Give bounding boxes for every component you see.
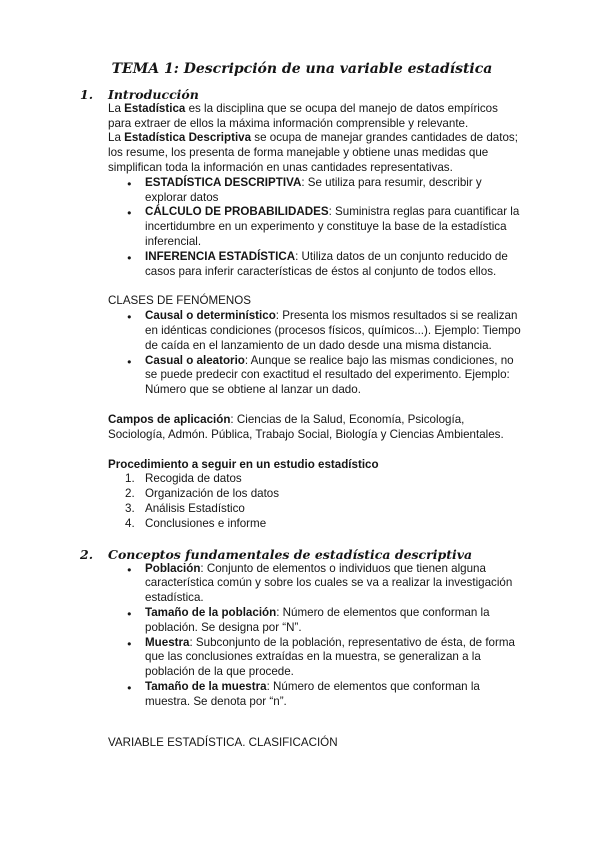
text-run: : Se utiliza para resumir, describir y explorar datos bbox=[145, 175, 482, 204]
bullet-item bbox=[125, 250, 524, 280]
bullet-item bbox=[125, 606, 524, 636]
text-run: Tamaño de la población bbox=[145, 605, 277, 619]
text-run: : Ciencias de la Salud, Economía, Psicología, Sociología, Admón. Pública, Trabajo Social, Biología y Ciencias Ambientales. bbox=[108, 412, 504, 441]
paragraph bbox=[108, 131, 524, 175]
bullet-item bbox=[125, 680, 524, 710]
text-run: se ocupa de manejar grandes cantidades de datos; los resume, los presenta de forma manejable y obtiene unas medidas que simplifican toda la información en unas cantidades representativas. bbox=[108, 131, 518, 174]
text-run: TEMA 1: Descripción de una variable estadística bbox=[111, 61, 493, 77]
text-run: Organización de los datos bbox=[145, 487, 280, 501]
text-run: : Conjunto de elementos o individuos que tienen alguna característica común y sobre los cuales se va a realizar la investigación estadística. bbox=[145, 561, 513, 605]
numbered-item bbox=[125, 517, 524, 532]
text-run: : Subconjunto de la población, representativo de ésta, de forma que las conclusiones extraídas en la muestra, se generalizan a la población de la que procede. bbox=[145, 635, 515, 679]
text-run: Recogida de datos bbox=[145, 472, 242, 486]
section-heading bbox=[80, 547, 524, 562]
text-run: Conclusiones e informe bbox=[145, 516, 267, 530]
numbered-item bbox=[125, 502, 524, 517]
numbered-item bbox=[125, 487, 524, 502]
text-run: La bbox=[108, 131, 125, 145]
bullet-list bbox=[80, 176, 524, 280]
bullet-item bbox=[125, 636, 524, 680]
bullet-item bbox=[125, 309, 524, 353]
text-run: CÁLCULO DE PROBABILIDADES bbox=[145, 205, 329, 219]
text-run: Estadística Descriptiva bbox=[124, 131, 252, 145]
bullet-list bbox=[80, 309, 524, 398]
bullet-list bbox=[80, 562, 524, 710]
text-run: La bbox=[108, 101, 125, 115]
text-run: Estadística bbox=[124, 101, 186, 115]
text-run: : Suministra reglas para cuantificar la incertidumbre en un experimento y constituye la base de la estadística inferencial. bbox=[145, 205, 520, 248]
text-run: VARIABLE ESTADÍSTICA. CLASIFICACIÓN bbox=[108, 736, 338, 750]
text-run: Tamaño de la muestra bbox=[145, 679, 267, 693]
text-run: Procedimiento a seguir en un estudio estadístico bbox=[108, 457, 379, 471]
section-title: Conceptos fundamentales de estadística descriptiva bbox=[108, 546, 473, 562]
text-run: : Número de elementos que conforman la población. Se designa por “N”. bbox=[145, 605, 490, 634]
section-title: Introducción bbox=[108, 86, 199, 102]
text-run: Campos de aplicación bbox=[108, 412, 231, 426]
section-number: 2. bbox=[80, 546, 94, 562]
text-run: Población bbox=[145, 561, 201, 575]
text-run: ESTADÍSTICA DESCRIPTIVA bbox=[145, 175, 302, 189]
bullet-item bbox=[125, 176, 524, 206]
text-run: Análisis Estadístico bbox=[145, 501, 245, 515]
text-run: CLASES DE FENÓMENOS bbox=[108, 294, 252, 308]
paragraph bbox=[108, 102, 524, 132]
paragraph bbox=[108, 294, 524, 309]
section-heading bbox=[80, 87, 524, 102]
numbered-list bbox=[80, 472, 524, 531]
bullet-item bbox=[125, 354, 524, 398]
text-run: : Aunque se realice bajo las mismas condiciones, no se puede predecir con exactitud el resultado del experimento. Ejemplo: Número que se obtiene al lanzar un dado. bbox=[145, 353, 514, 397]
text-run: : Número de elementos que conforman la muestra. Se denota por “n”. bbox=[145, 679, 480, 708]
numbered-item bbox=[125, 472, 524, 487]
bullet-item bbox=[125, 562, 524, 606]
paragraph bbox=[108, 413, 524, 443]
paragraph bbox=[108, 458, 524, 473]
text-run: Muestra bbox=[145, 635, 190, 649]
doc-title bbox=[80, 62, 524, 77]
bullet-item bbox=[125, 205, 524, 249]
text-run: : Utiliza datos de un conjunto reducido de casos para inferir características de éstos al conjunto de todos ellos. bbox=[145, 249, 508, 278]
text-run: : Presenta los mismos resultados si se realizan en idénticas condiciones (procesos físicos, químicos...). Ejemplo: Tiempo de caída en el lanzamiento de un dado desde una misma distancia. bbox=[145, 309, 521, 352]
text-run: Casual o aleatorio bbox=[145, 353, 245, 367]
section-number: 1. bbox=[80, 86, 94, 102]
text-run: Causal o determinístico bbox=[145, 309, 276, 323]
paragraph bbox=[108, 736, 524, 751]
text-run: es la disciplina que se ocupa del manejo de datos empíricos para extraer de ellos la máxima información comprensible y relevante. bbox=[108, 101, 498, 130]
text-run: INFERENCIA ESTADÍSTICA bbox=[145, 249, 296, 263]
